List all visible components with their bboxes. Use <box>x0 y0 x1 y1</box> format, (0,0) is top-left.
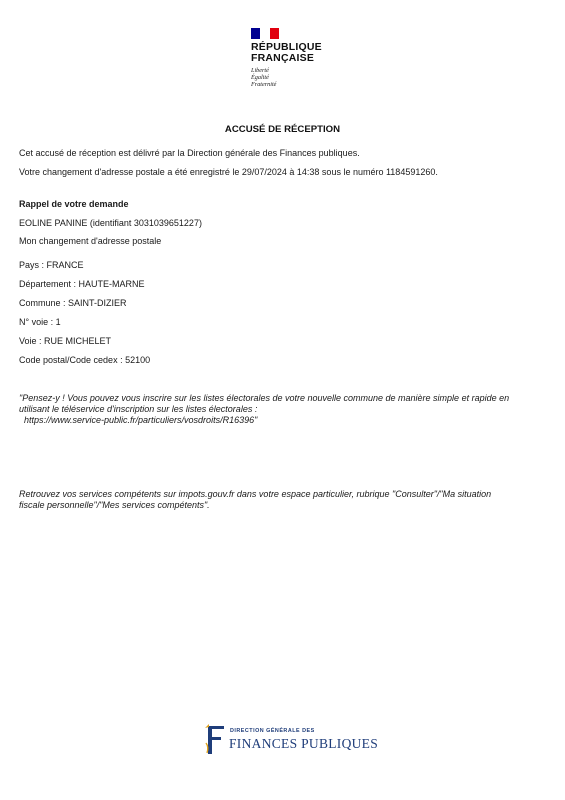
address-country: Pays : FRANCE <box>19 260 84 270</box>
electoral-reminder-line-1: "Pensez-y ! Vous pouvez vous inscrire sur les listes électorales de votre nouvelle commune de manière simple et rapide en <box>19 393 510 403</box>
address-street: Voie : RUE MICHELET <box>19 336 112 346</box>
intro-text: Cet accusé de réception est délivré par la Direction générale des Finances publiques. <box>19 148 360 158</box>
electoral-reminder <box>19 393 539 426</box>
address-department: Département : HAUTE-MARNE <box>19 279 145 289</box>
document-title: ACCUSÉ DE RÉCEPTION <box>224 124 341 135</box>
motto-egalite: Égalité <box>251 74 269 82</box>
republic-motto <box>251 67 341 89</box>
republic-name <box>251 42 341 64</box>
republic-line-2: FRANÇAISE <box>251 52 315 64</box>
address-commune: Commune : SAINT-DIZIER <box>19 298 127 308</box>
republique-francaise-logo <box>251 28 341 89</box>
dgfip-f-mark-icon <box>203 723 227 757</box>
services-notice-line-1: Retrouvez vos services compétents sur impots.gouv.fr dans votre espace particulier, rubrique "Consulter"/"Ma situation <box>19 489 492 499</box>
motto-liberte: Liberté <box>251 67 269 74</box>
request-type-text: Mon changement d'adresse postale <box>19 236 162 246</box>
services-notice-line-2: fiscale personnelle"/"Mes services compétents". <box>19 500 210 510</box>
confirmation-text: Votre changement d'adresse postale a été enregistré le 29/07/2024 à 14:38 sous le numéro 1184591260. <box>19 167 438 177</box>
dgfip-logo-small-text: DIRECTION GÉNÉRALE DES <box>230 728 315 734</box>
dgfip-logo <box>203 723 379 757</box>
french-flag-icon <box>251 28 279 39</box>
electoral-reminder-link: https://www.service-public.fr/particuliers/vosdroits/R16396" <box>19 415 258 425</box>
services-notice <box>19 489 539 511</box>
motto-fraternite: Fraternité <box>251 81 277 89</box>
electoral-reminder-line-2: utilisant le téléservice d'inscription sur les listes électorales : <box>19 404 258 414</box>
recall-heading: Rappel de votre demande <box>19 199 129 209</box>
dgfip-logo-big-text: FINANCES PUBLIQUES <box>229 736 379 751</box>
address-postal-code: Code postal/Code cedex : 52100 <box>19 355 151 365</box>
address-street-number: N° voie : 1 <box>19 317 61 327</box>
republic-line-1: RÉPUBLIQUE <box>251 41 322 53</box>
requester-text: EOLINE PANINE (identifiant 3031039651227) <box>19 218 202 228</box>
